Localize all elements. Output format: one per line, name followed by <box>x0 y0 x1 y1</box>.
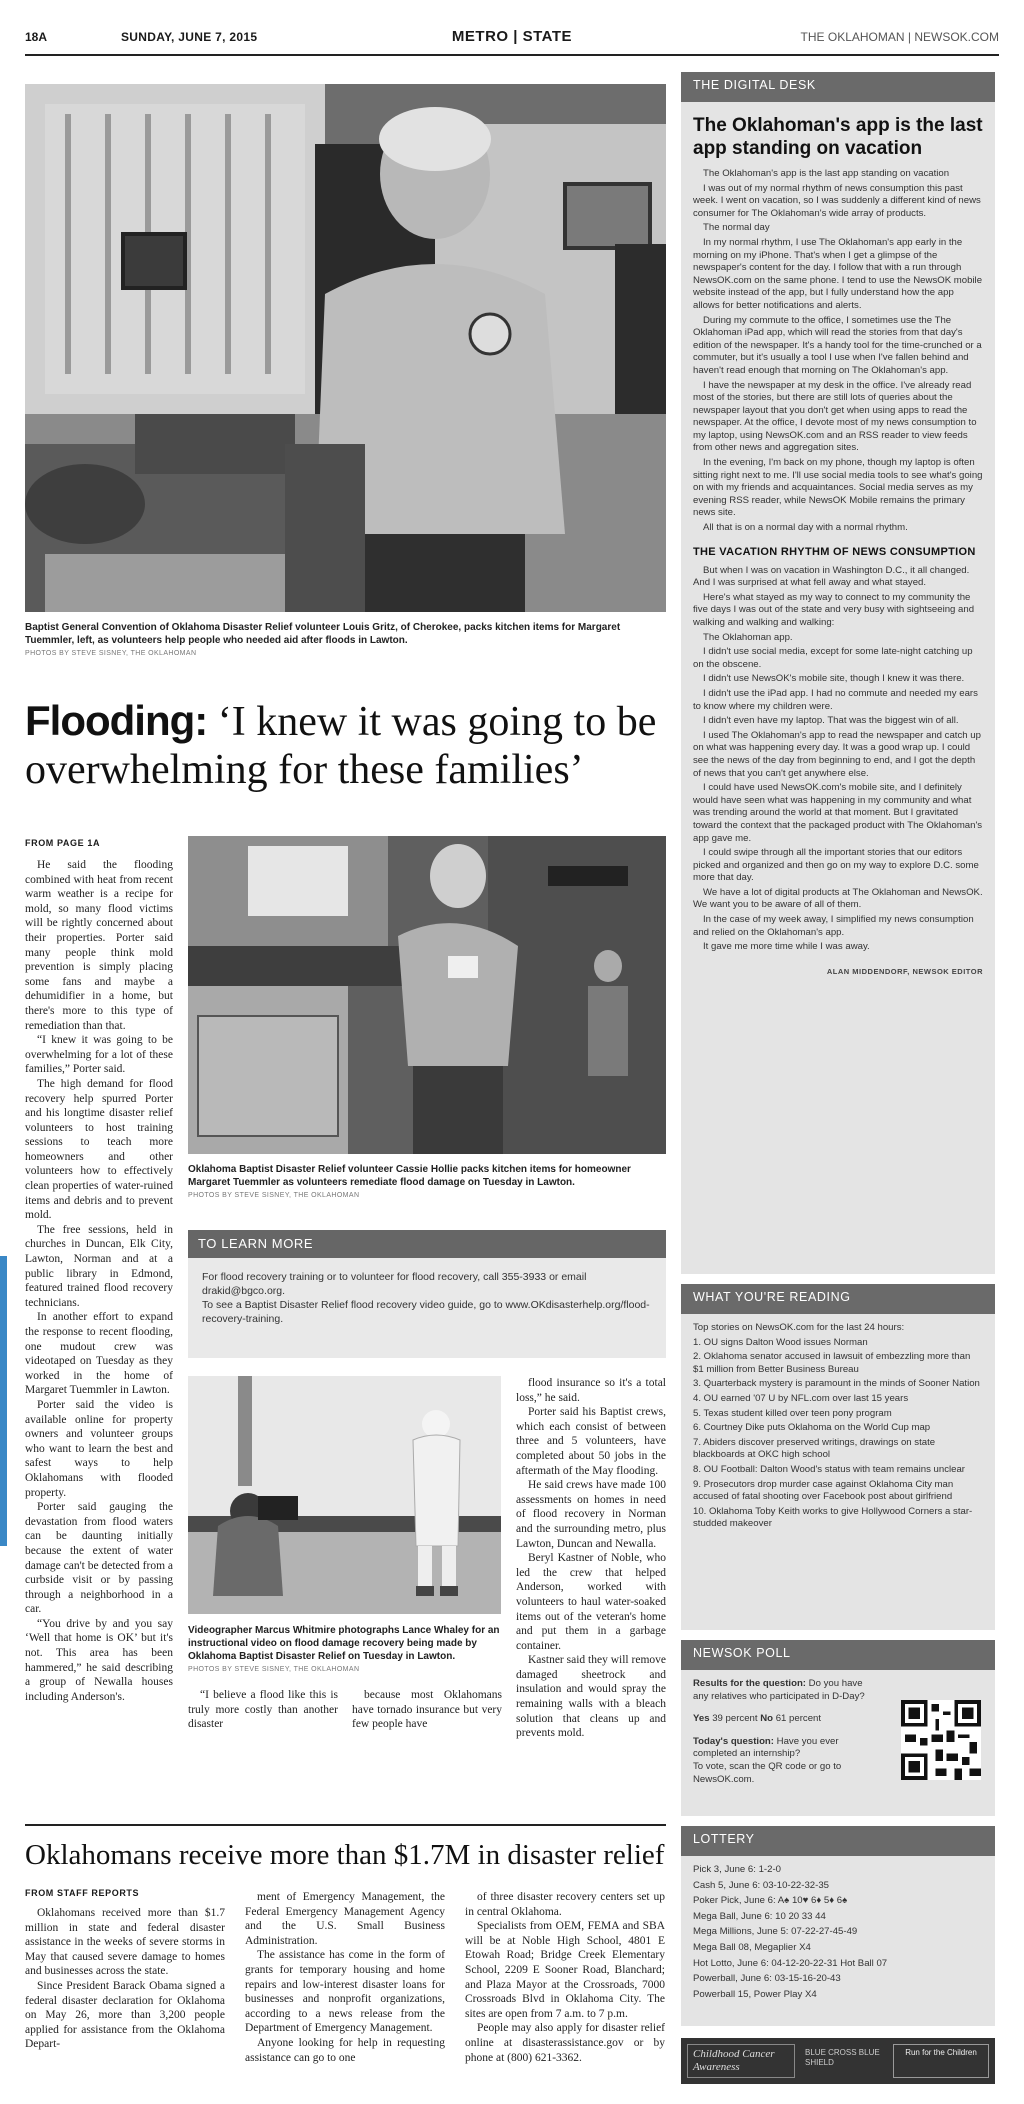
poll-today <box>693 1736 869 1786</box>
section-name: METRO | STATE <box>451 28 573 45</box>
paragraph: I could have used NewsOK.com's mobile site, and I definitely would have seen what was happening in my community and what was trending around the world at that moment. But I gravitated toward the context that the packaged product with The Oklahoman's app gave me. <box>693 782 983 844</box>
sponsor-ad-strip[interactable] <box>681 2038 995 2084</box>
paragraph: The Oklahoman app. <box>703 631 793 643</box>
main-photo-caption <box>25 621 666 660</box>
to-learn-more-line-2: To see a Baptist Disaster Relief flood recovery video guide, go to www.OKdisasterhelp.org/flood-recovery-training. <box>202 1299 650 1325</box>
third-photo-caption-text: Videographer Marcus Whitmire photographs Lance Whaley for an instructional video on flood damage recovery being made by Oklahoma Baptist Disaster Relief on Tuesday in Lawton. <box>188 1625 500 1662</box>
paragraph: The normal day <box>703 222 770 234</box>
paragraph: Oklahomans received more than $1.7 million in state and federal disaster assistance in the weeks of severe storms in May that caused severe damage to homes and businesses across the state. <box>25 1907 225 1978</box>
article-column-1 <box>25 858 173 1808</box>
paragraph: The free sessions, held in churches in Duncan, Elk City, Lawton, Norman and at a public library in Edmond, featured trained flood recovery technicians. <box>25 1223 173 1309</box>
reading-item[interactable]: 4. OU earned '07 U by NFL.com over last 15 years <box>693 1392 909 1404</box>
poll-results-label: Results for the question: <box>693 1678 806 1689</box>
reading-item[interactable]: 7. Abiders discover preserved writings, drawings on state blackboards at OKC high school <box>693 1436 936 1461</box>
newsok-poll-box <box>681 1640 995 1816</box>
page-number: 18A <box>25 30 48 44</box>
qr-code-icon[interactable] <box>901 1700 981 1780</box>
lottery-line: Powerball 15, Power Play X4 <box>693 1988 817 2000</box>
story-headline <box>25 697 665 794</box>
reading-item[interactable]: 8. OU Football: Dalton Wood's status with team remains unclear <box>693 1463 965 1475</box>
paragraph: I didn't even have my laptop. That was the biggest win of all. <box>703 715 959 727</box>
second-photo-caption-text: Oklahoma Baptist Disaster Relief volunteer Cassie Hollie packs kitchen items for homeowner Margaret Tuemmler as volunteers remediate flood damage on Tuesday in Lawton. <box>188 1164 631 1188</box>
reading-item[interactable]: 2. Oklahoma senator accused in lawsuit of embezzling more than $1 million from Better Business Bureau <box>693 1351 971 1375</box>
paragraph: Beryl Kastner of Noble, who led the crew that helped Anderson, worked with volunteers to haul water-soaked items out of the veteran's home and put them in a garbage container. <box>516 1552 666 1652</box>
paragraph: He said crews have made 100 assessments on homes in need of flood recovery in Norman and the surrounding metro, plus Lawton, Duncan and Newalla. <box>516 1479 666 1550</box>
paragraph: Specialists from OEM, FEMA and SBA will be at Noble High School, 4801 E Etowah Road; Bridge Creek Elementary School, 2209 E Sooner Road, Blanchard; and Plaza Mayor at the Crossroads, 7000 Crossroads Blvd in Oklahoma City. The sites are open from 7 a.m. to 7 p.m. <box>465 1920 665 2020</box>
paragraph: We have a lot of digital products at The Oklahoman and NewsOK. We want you to be aware of all of them. <box>693 886 983 911</box>
paragraph: In the evening, I'm back on my phone, though my laptop is often sitting right next to me. I'll use social media tools to see what's going on with my friends and acquaintances. Social media serves as my evening RSS reader, while NewsOK Mobile remains the primary news site. <box>693 457 983 519</box>
paragraph: “You drive by and you say ‘Well that home is OK’ but it's not. This area has been hammered,” he said describing a group of Newalla houses including Anderson's. <box>25 1617 173 1703</box>
reading-intro: Top stories on NewsOK.com for the last 24 hours: <box>693 1322 905 1333</box>
digital-desk-subhead: THE VACATION RHYTHM OF NEWS CONSUMPTION <box>693 545 976 558</box>
what-youre-reading-bar: WHAT YOU'RE READING <box>681 1284 995 1314</box>
poll-yes-value: 39 percent <box>712 1713 758 1725</box>
second-story-column-2 <box>245 1890 445 2094</box>
paragraph: In my normal rhythm, I use The Oklahoman's app early in the morning on my iPhone. That's when I get a glimpse of the newspaper's content for the day. I follow that with a run through NewsOK.com on the same phone. I tend to use the NewsOK mobile website instead of the app, but I fully understand how the app allows for better notifications and alerts. <box>693 236 983 311</box>
paragraph: I could swipe through all the important stories that our editors picked and organized and then go on my way to explore D.C. some more that day. <box>693 847 979 884</box>
poll-yes-label: Yes <box>693 1713 710 1725</box>
paragraph: I was out of my normal rhythm of news consumption this past week. I went on vacation, so I was suddenly a different kind of news consumer for The Oklahoman's wide array of products. <box>693 182 981 219</box>
paragraph: I didn't use social media, except for some late-night catching up on the obscene. <box>693 646 973 670</box>
second-story-column-1 <box>25 1906 225 2094</box>
paragraph: Here's what stayed as my way to connect to my community the five days I was out of the state and very busy with sightseeing and walking and walking and walking: <box>693 591 975 628</box>
to-learn-more-box <box>188 1230 666 1358</box>
paragraph: of three disaster recovery centers set up in central Oklahoma. <box>465 1891 665 1918</box>
digital-desk-signature: ALAN MIDDENDORF, NEWSOK EDITOR <box>826 966 983 976</box>
paragraph: Anyone looking for help in requesting assistance can go to one <box>245 2036 445 2064</box>
article-column-2 <box>188 1688 338 1808</box>
story-divider <box>25 1824 666 1826</box>
what-youre-reading-box <box>681 1284 995 1630</box>
reading-item[interactable]: 10. Oklahoma Toby Keith works to give Hollywood Corners a star-studded makeover <box>693 1505 973 1530</box>
paragraph: Kastner said they will remove damaged sheetrock and insulation and would spray the remaining walls with a bleach solution that cleans up and prevents mold. <box>516 1654 666 1740</box>
main-photo-credit: PHOTOS BY STEVE SISNEY, THE OKLAHOMAN <box>25 650 197 657</box>
lottery-line: Poker Pick, June 6: A♠ 10♥ 6♦ 5♦ 6♠ <box>693 1895 848 1907</box>
lottery-line: Hot Lotto, June 6: 04-12-20-22-31 Hot Ball 07 <box>693 1957 888 1969</box>
sponsor-ad-a[interactable]: Childhood Cancer Awareness <box>687 2044 795 2078</box>
sponsor-ad-b[interactable]: BLUE CROSS BLUE SHIELD <box>805 2048 880 2067</box>
reading-item[interactable]: 6. Courtney Dike puts Oklahoma on the World Cup map <box>693 1422 931 1434</box>
sponsor-ad-c[interactable]: Run for the Children <box>893 2044 989 2078</box>
paragraph: I used The Oklahoman's app to read the newspaper and catch up on what was happening every day. It was a good wrap up. I could see the news of the day from beginning to end, and I got the depth of news that you can't get anywhere else. <box>693 729 981 779</box>
to-learn-more-title: TO LEARN MORE <box>188 1230 666 1258</box>
reading-item[interactable]: 5. Texas student killed over teen pony program <box>693 1407 892 1419</box>
poll-results-question: Do you have any relatives who participated in D-Day? <box>693 1678 865 1702</box>
paragraph: because most Oklahomans have tornado insurance but very few people have <box>352 1689 502 1731</box>
paragraph: In another effort to expand the response to recent flooding, one mudout crew was videotaped on Tuesday as they worked in the home of Margaret Tuemmler in Lawton. <box>25 1311 173 1397</box>
jump-line: FROM PAGE 1A <box>25 838 101 848</box>
brand-name: THE OKLAHOMAN | NEWSOK.COM <box>800 30 999 44</box>
lottery-line: Powerball, June 6: 03-15-16-20-43 <box>693 1973 841 1985</box>
paragraph: In the case of my week away, I simplified my news consumption and relied on the Oklahoman's app. <box>693 914 974 938</box>
lottery-line: Mega Ball, June 6: 10 20 33 44 <box>693 1910 826 1922</box>
article-column-3 <box>352 1688 502 1808</box>
lottery-line: Mega Millions, June 5: 07-22-27-45-49 <box>693 1926 858 1938</box>
paragraph: I didn't use NewsOK's mobile site, though I knew it was there. <box>703 673 965 685</box>
paragraph: During my commute to the office, I sometimes use the The Oklahoman iPad app, which will read the stories from that day's edition of the newspaper. It's a handy tool for the time-crunched or a commuter, but it's usually a tool I use when I've fallen behind and haven't read enough that morning on The Oklahoman's app. <box>693 314 982 376</box>
lottery-line: Cash 5, June 6: 03-10-22-32-35 <box>693 1879 829 1891</box>
paragraph: It gave me more time while I was away. <box>703 941 870 953</box>
poll-today-question: Have you ever completed an internship? <box>693 1735 839 1760</box>
second-photo-caption <box>188 1163 666 1202</box>
poll-no-label: No <box>760 1713 774 1725</box>
paragraph: Since President Barack Obama signed a federal disaster declaration for Oklahoma on May 26, more than 3,200 people applied for assistance from the Oklahoma Depart- <box>25 1979 225 2051</box>
to-learn-more-line-1: For flood recovery training or to volunteer for flood recovery, call 355-3933 or email drakid@bgco.org. <box>202 1271 587 1297</box>
third-photo <box>188 1376 501 1614</box>
paragraph: But when I was on vacation in Washington D.C., it all changed. And I was surprised at what fell away and what stayed. <box>693 564 970 589</box>
main-photo-caption-text: Baptist General Convention of Oklahoma Disaster Relief volunteer Louis Gritz, of Cherokee, packs kitchen items for Margaret Tuemmler, left, as volunteers help people who needed aid after floods in Lawton. <box>25 622 621 646</box>
paragraph: The Oklahoman's app is the last app standing on vacation <box>703 168 950 179</box>
poll-results <box>693 1678 869 1703</box>
digital-desk-bar: THE DIGITAL DESK <box>681 72 995 102</box>
main-photo <box>25 84 666 612</box>
paragraph: People may also apply for disaster relief online at disasterassistance.gov or by phone at (800) 621-3362. <box>465 2022 665 2064</box>
paragraph: All that is on a normal day with a normal rhythm. <box>703 522 908 534</box>
poll-today-label: Today's question: <box>693 1735 774 1747</box>
paragraph: Porter said his Baptist crews, which each consist of between three and 5 volunteers, have completed about 50 jobs in the aftermath of the May flooding. <box>516 1406 666 1477</box>
poll-vote-instructions: To vote, scan the QR code or go to NewsOK.com. <box>693 1760 842 1785</box>
paragraph: The assistance has come in the form of grants for temporary housing and home repairs and low-interest disaster loans for businesses and nonprofit organizations, according to a news release from the Department of Emergency Management. <box>245 1949 445 2035</box>
paragraph: I have the newspaper at my desk in the office. I've already read most of the stories, but there are still lots of queries about the newspaper layout that you don't get when using apps to read the newspaper. At the office, I devote most of my news consumption to my laptop, using NewsOK.com and an RSS reader to view feeds from other news and aggregation sites. <box>693 379 977 454</box>
newsok-poll-bar: NEWSOK POLL <box>681 1640 995 1670</box>
lottery-box <box>681 1826 995 2026</box>
page-folio <box>25 28 999 50</box>
folio-rule <box>25 54 999 56</box>
poll-no-value: 61 percent <box>775 1713 822 1725</box>
second-story-headline: Oklahomans receive more than $1.7M in disaster relief <box>25 1839 665 1871</box>
digital-desk-box <box>681 72 995 1274</box>
paragraph: The high demand for flood recovery help spurred Porter and his longtime disaster relief volunteers to host training sessions to teach more homeowners and other volunteers how to effectively clean properties of water-ruined items and debris and to prevent mold. <box>25 1077 173 1222</box>
second-photo <box>188 836 666 1154</box>
paragraph: Porter said gauging the devastation from flood waters can be daunting initially because the extent of water damage can't be detected from a curbside visit or by passing through a neighborhood in a car. <box>25 1501 173 1616</box>
second-photo-credit: PHOTOS BY STEVE SISNEY, THE OKLAHOMAN <box>188 1192 360 1199</box>
paragraph: flood insurance so it's a total loss,” he said. <box>516 1377 666 1404</box>
reading-item[interactable]: 3. Quarterback mystery is paramount in the minds of Sooner Nation <box>693 1378 980 1390</box>
lottery-bar: LOTTERY <box>681 1826 995 1856</box>
issue-date: SUNDAY, JUNE 7, 2015 <box>121 30 258 44</box>
third-photo-credit: PHOTOS BY STEVE SISNEY, THE OKLAHOMAN <box>188 1666 360 1673</box>
digital-desk-title: The Oklahoman's app is the last app standing on vacation <box>693 115 983 159</box>
lottery-line: Mega Ball 08, Megaplier X4 <box>693 1941 811 1953</box>
paragraph: ment of Emergency Management, the Federal Emergency Management Agency and the U.S. Small Business Administration. <box>245 1891 445 1947</box>
reading-item[interactable]: 9. Prosecutors drop murder case against Oklahoma City man accused of fatal shooting over Facebook post about girlfriend <box>693 1478 954 1503</box>
paragraph: “I knew it was going to be overwhelming for a lot of these families,” Porter said. <box>25 1034 173 1076</box>
article-column-4 <box>516 1376 666 1808</box>
poll-answers <box>693 1713 869 1726</box>
second-story-column-3 <box>465 1890 665 2094</box>
edge-color-tab <box>0 1256 7 1546</box>
second-story-byline: FROM STAFF REPORTS <box>25 1888 140 1898</box>
paragraph: I didn't use the iPad app. I had no commute and needed my ears to know where my children were. <box>693 687 978 712</box>
third-photo-caption <box>188 1624 501 1676</box>
reading-item[interactable]: 1. OU signs Dalton Wood issues Norman <box>693 1336 868 1348</box>
paragraph: He said the flooding combined with heat from recent warm weather is a recipe for mold, so many flood victims will be rightly concerned about their properties. Porter said many people think mold prevention is simply placing some fans and maybe a dehumidifier in a home, but there's more to this type of remediation than that. <box>25 859 173 1032</box>
paragraph: Porter said the video is available online for property owners and volunteer groups who want to learn the best and safest ways to help Oklahomans with flooded property. <box>25 1398 173 1499</box>
headline-kicker: Flooding: <box>25 697 208 744</box>
lottery-line: Pick 3, June 6: 1-2-0 <box>693 1864 781 1875</box>
headline-deck: ‘I knew it was going to be overwhelming for these families’ <box>25 699 657 793</box>
paragraph: “I believe a flood like this is truly more costly than another disaster <box>188 1689 338 1731</box>
